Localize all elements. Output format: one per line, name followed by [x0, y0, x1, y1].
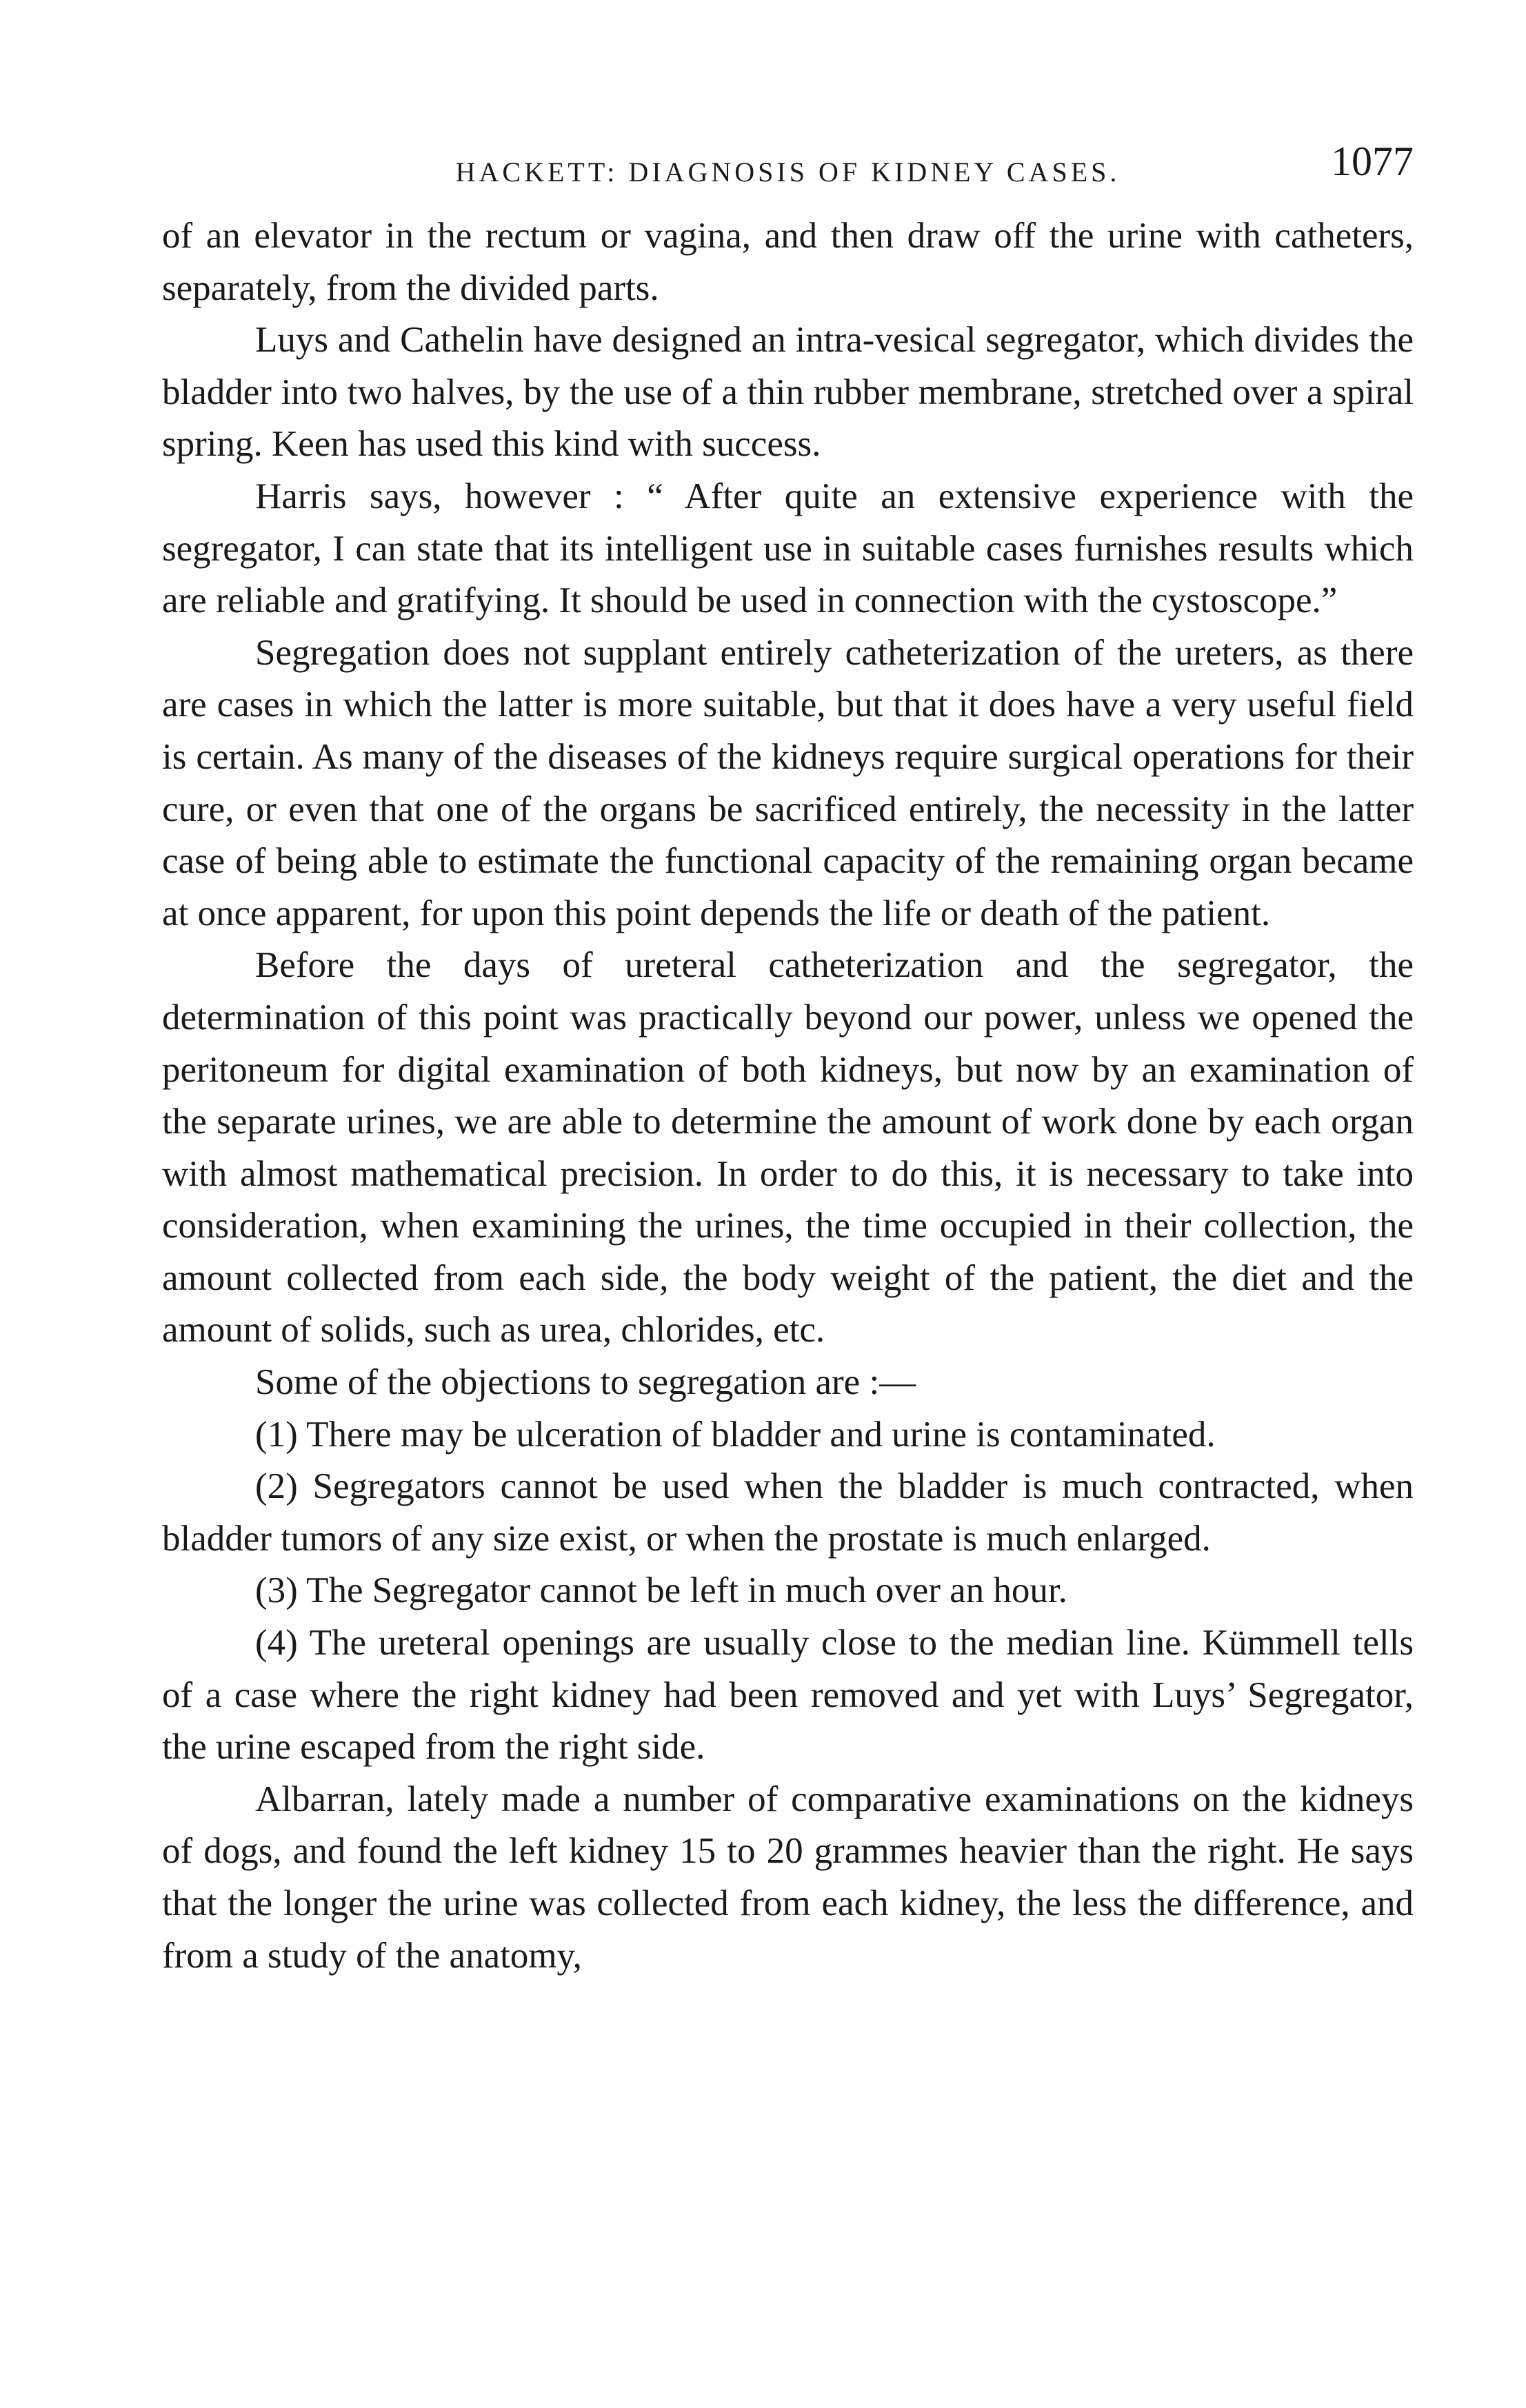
list-item: (1) There may be ulceration of bladder and urine is contaminated. — [255, 1414, 1216, 1455]
paragraph: Before the days of ureteral catheterization and the segregator, the determination of this point was practically beyond our power, unless we opened the peritoneum for digital examination of both kidneys, but now by an examination of the separate urines, we are able to determine the amount of work done by each organ with almost mathematical precision. In order to do this, it is necessary to take into consideration, when examining the urines, the time occupied in their collection, the amount collected from each side, the body weight of the patient, the diet and the amount of solids, such as urea, chlorides, etc. — [162, 945, 1414, 1350]
page-number: 1077 — [1331, 139, 1414, 184]
list-item: (3) The Segregator cannot be left in much over an hour. — [255, 1570, 1067, 1611]
paragraph: Some of the objections to segregation are :— — [255, 1362, 916, 1403]
list-item: (2) Segregators cannot be used when the bladder is much contracted, when bladder tumors of any size exist, or when the prostate is much enlarged. — [162, 1466, 1414, 1559]
paragraph: Albarran, lately made a number of comparative examinations on the kidneys of dogs, and found the left kidney 15 to 20 grammes heavier than the right. He says that the longer the urine was collected from each kidney, the less the difference, and from a study of the anatomy, — [162, 1779, 1414, 1976]
page-header — [162, 138, 1414, 200]
paragraph: Luys and Cathelin have designed an intra-vesical segregator, which divides the bladder into two halves, by the use of a thin rubber membrane, stretched over a spiral spring. Keen has used this kind with success. — [162, 320, 1414, 465]
running-head: HACKETT: DIAGNOSIS OF KIDNEY CASES. — [455, 156, 1121, 188]
paragraph: Segregation does not supplant entirely catheterization of the ureters, as there are cases in which the latter is more suitable, but that it does have a very useful field is certain. As many of the diseases of the kidneys require surgical operations for their cure, or even that one of the organs be sacrificed entirely, the necessity in the latter case of being able to estimate the functional capacity of the remaining organ became at once apparent, for upon this point depends the life or death of the patient. — [162, 632, 1414, 933]
body-text — [162, 210, 1414, 1982]
paragraph: of an elevator in the rectum or vagina, and then draw off the urine with catheters, separately, from the divided parts. — [162, 216, 1414, 308]
list-item: (4) The ureteral openings are usually close to the median line. Kümmell tells of a case where the right kidney had been removed and yet with Luys’ Segregator, the urine escaped from the right side. — [162, 1623, 1414, 1768]
paragraph: Harris says, however : “ After quite an extensive experience with the segregator, I can state that its intelligent use in suitable cases furnishes results which are reliable and gratifying. It should be used in connection with the cystoscope.” — [162, 476, 1414, 621]
